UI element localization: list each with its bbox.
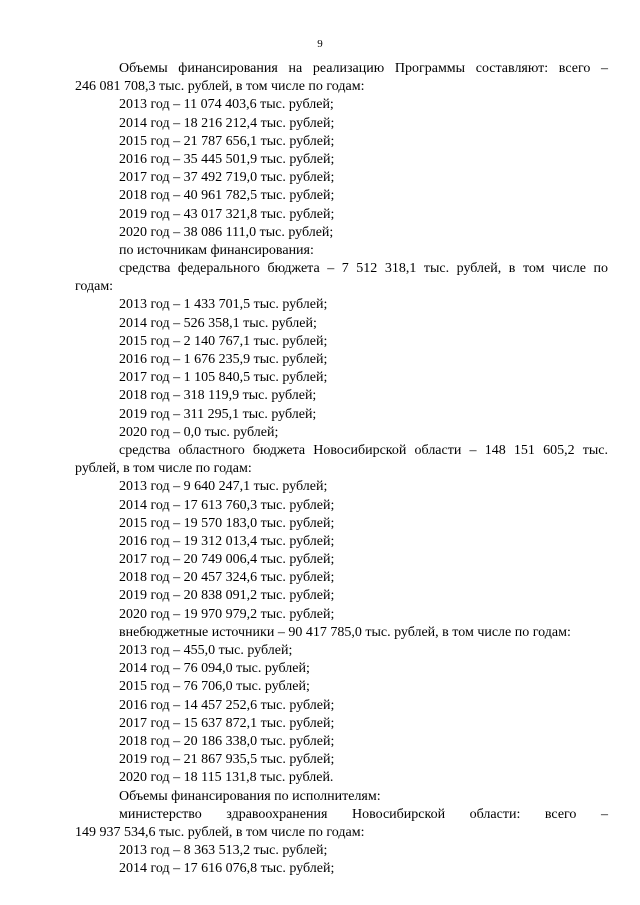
text-line: 2016 год – 35 445 501,9 тыс. рублей; [119,151,335,167]
text-line: 2016 год – 1 676 235,9 тыс. рублей; [119,352,328,367]
text-line: 149 937 534,6 тыс. рублей, в том числе по годам: [75,824,365,840]
text-line: 2013 год – 11 074 403,6 тыс. рублей; [119,97,334,113]
text-line: 2018 год – 20 186 338,0 тыс. рублей; [119,733,335,749]
text-line: 2013 год – 8 363 513,2 тыс. рублей; [119,843,328,859]
text-line: 2019 год – 311 295,1 тыс. рублей; [119,406,317,422]
text-line: средства федерального бюджета – 7 512 318,1 тыс. рублей, в том числе по [119,261,608,277]
text-line: 2018 год – 20 457 324,6 тыс. рублей; [119,570,335,586]
text-line: Объемы финансирования по исполнителям: [119,788,381,804]
text-line: 2014 год – 17 613 760,3 тыс. рублей; [119,497,335,513]
text-line: 2018 год – 318 119,9 тыс. рублей; [119,388,317,404]
text-line: 2020 год – 19 970 979,2 тыс. рублей; [119,606,335,622]
text-line: по источникам финансирования: [119,242,314,258]
text-line: 2013 год – 9 640 247,1 тыс. рублей; [119,479,328,495]
text-line: 2017 год – 15 637 872,1 тыс. рублей; [119,715,335,731]
text-line: 2020 год – 0,0 тыс. рублей; [119,424,279,440]
text-line: 2019 год – 21 867 935,5 тыс. рублей; [119,752,335,768]
text-line: 2017 год – 20 749 006,4 тыс. рублей; [119,552,335,568]
text-line: 2016 год – 19 312 013,4 тыс. рублей; [119,533,335,549]
text-line: 2015 год – 19 570 183,0 тыс. рублей; [119,515,335,531]
text-line: 2020 год – 18 115 131,8 тыс. рублей. [119,770,334,786]
text-line: 2020 год – 38 086 111,0 тыс. рублей; [119,224,334,240]
text-line: 2015 год – 2 140 767,1 тыс. рублей; [119,333,328,349]
text-line: 2018 год – 40 961 782,5 тыс. рублей; [119,188,335,204]
text-line: 2016 год – 14 457 252,6 тыс. рублей; [119,697,335,713]
text-line: 2013 год – 1 433 701,5 тыс. рублей; [119,297,328,313]
text-line: 2017 год – 1 105 840,5 тыс. рублей; [119,370,328,386]
text-line: 2014 год – 526 358,1 тыс. рублей; [119,315,317,331]
text-line: 2019 год – 43 017 321,8 тыс. рублей; [119,206,335,222]
text-line: 2014 год – 18 216 212,4 тыс. рублей; [119,115,335,131]
document-body [75,60,608,878]
text-line: Объемы финансирования на реализацию Программы составляют: всего – [119,61,608,76]
text-line: 2014 год – 17 616 076,8 тыс. рублей; [119,861,335,877]
text-line: внебюджетные источники – 90 417 785,0 тыс. рублей, в том числе по годам: [119,624,571,640]
text-line: 2013 год – 455,0 тыс. рублей; [119,643,293,658]
text-line: 246 081 708,3 тыс. рублей, в том числе по годам: [75,79,365,95]
text-line: 2014 год – 76 094,0 тыс. рублей; [119,661,310,677]
page-number: 9 [317,38,323,50]
text-line: 2017 год – 37 492 719,0 тыс. рублей; [119,170,335,186]
text-line: средства областного бюджета Новосибирской области – 148 151 605,2 тыс. [119,442,608,458]
text-line: 2015 год – 21 787 656,1 тыс. рублей; [119,133,335,149]
text-line: годам: [75,279,114,295]
text-line: 2015 год – 76 706,0 тыс. рублей; [119,679,310,695]
text-line: рублей, в том числе по годам: [75,461,252,477]
text-line: министерство здравоохранения Новосибирской области: всего – [119,806,608,822]
text-line: 2019 год – 20 838 091,2 тыс. рублей; [119,588,335,604]
